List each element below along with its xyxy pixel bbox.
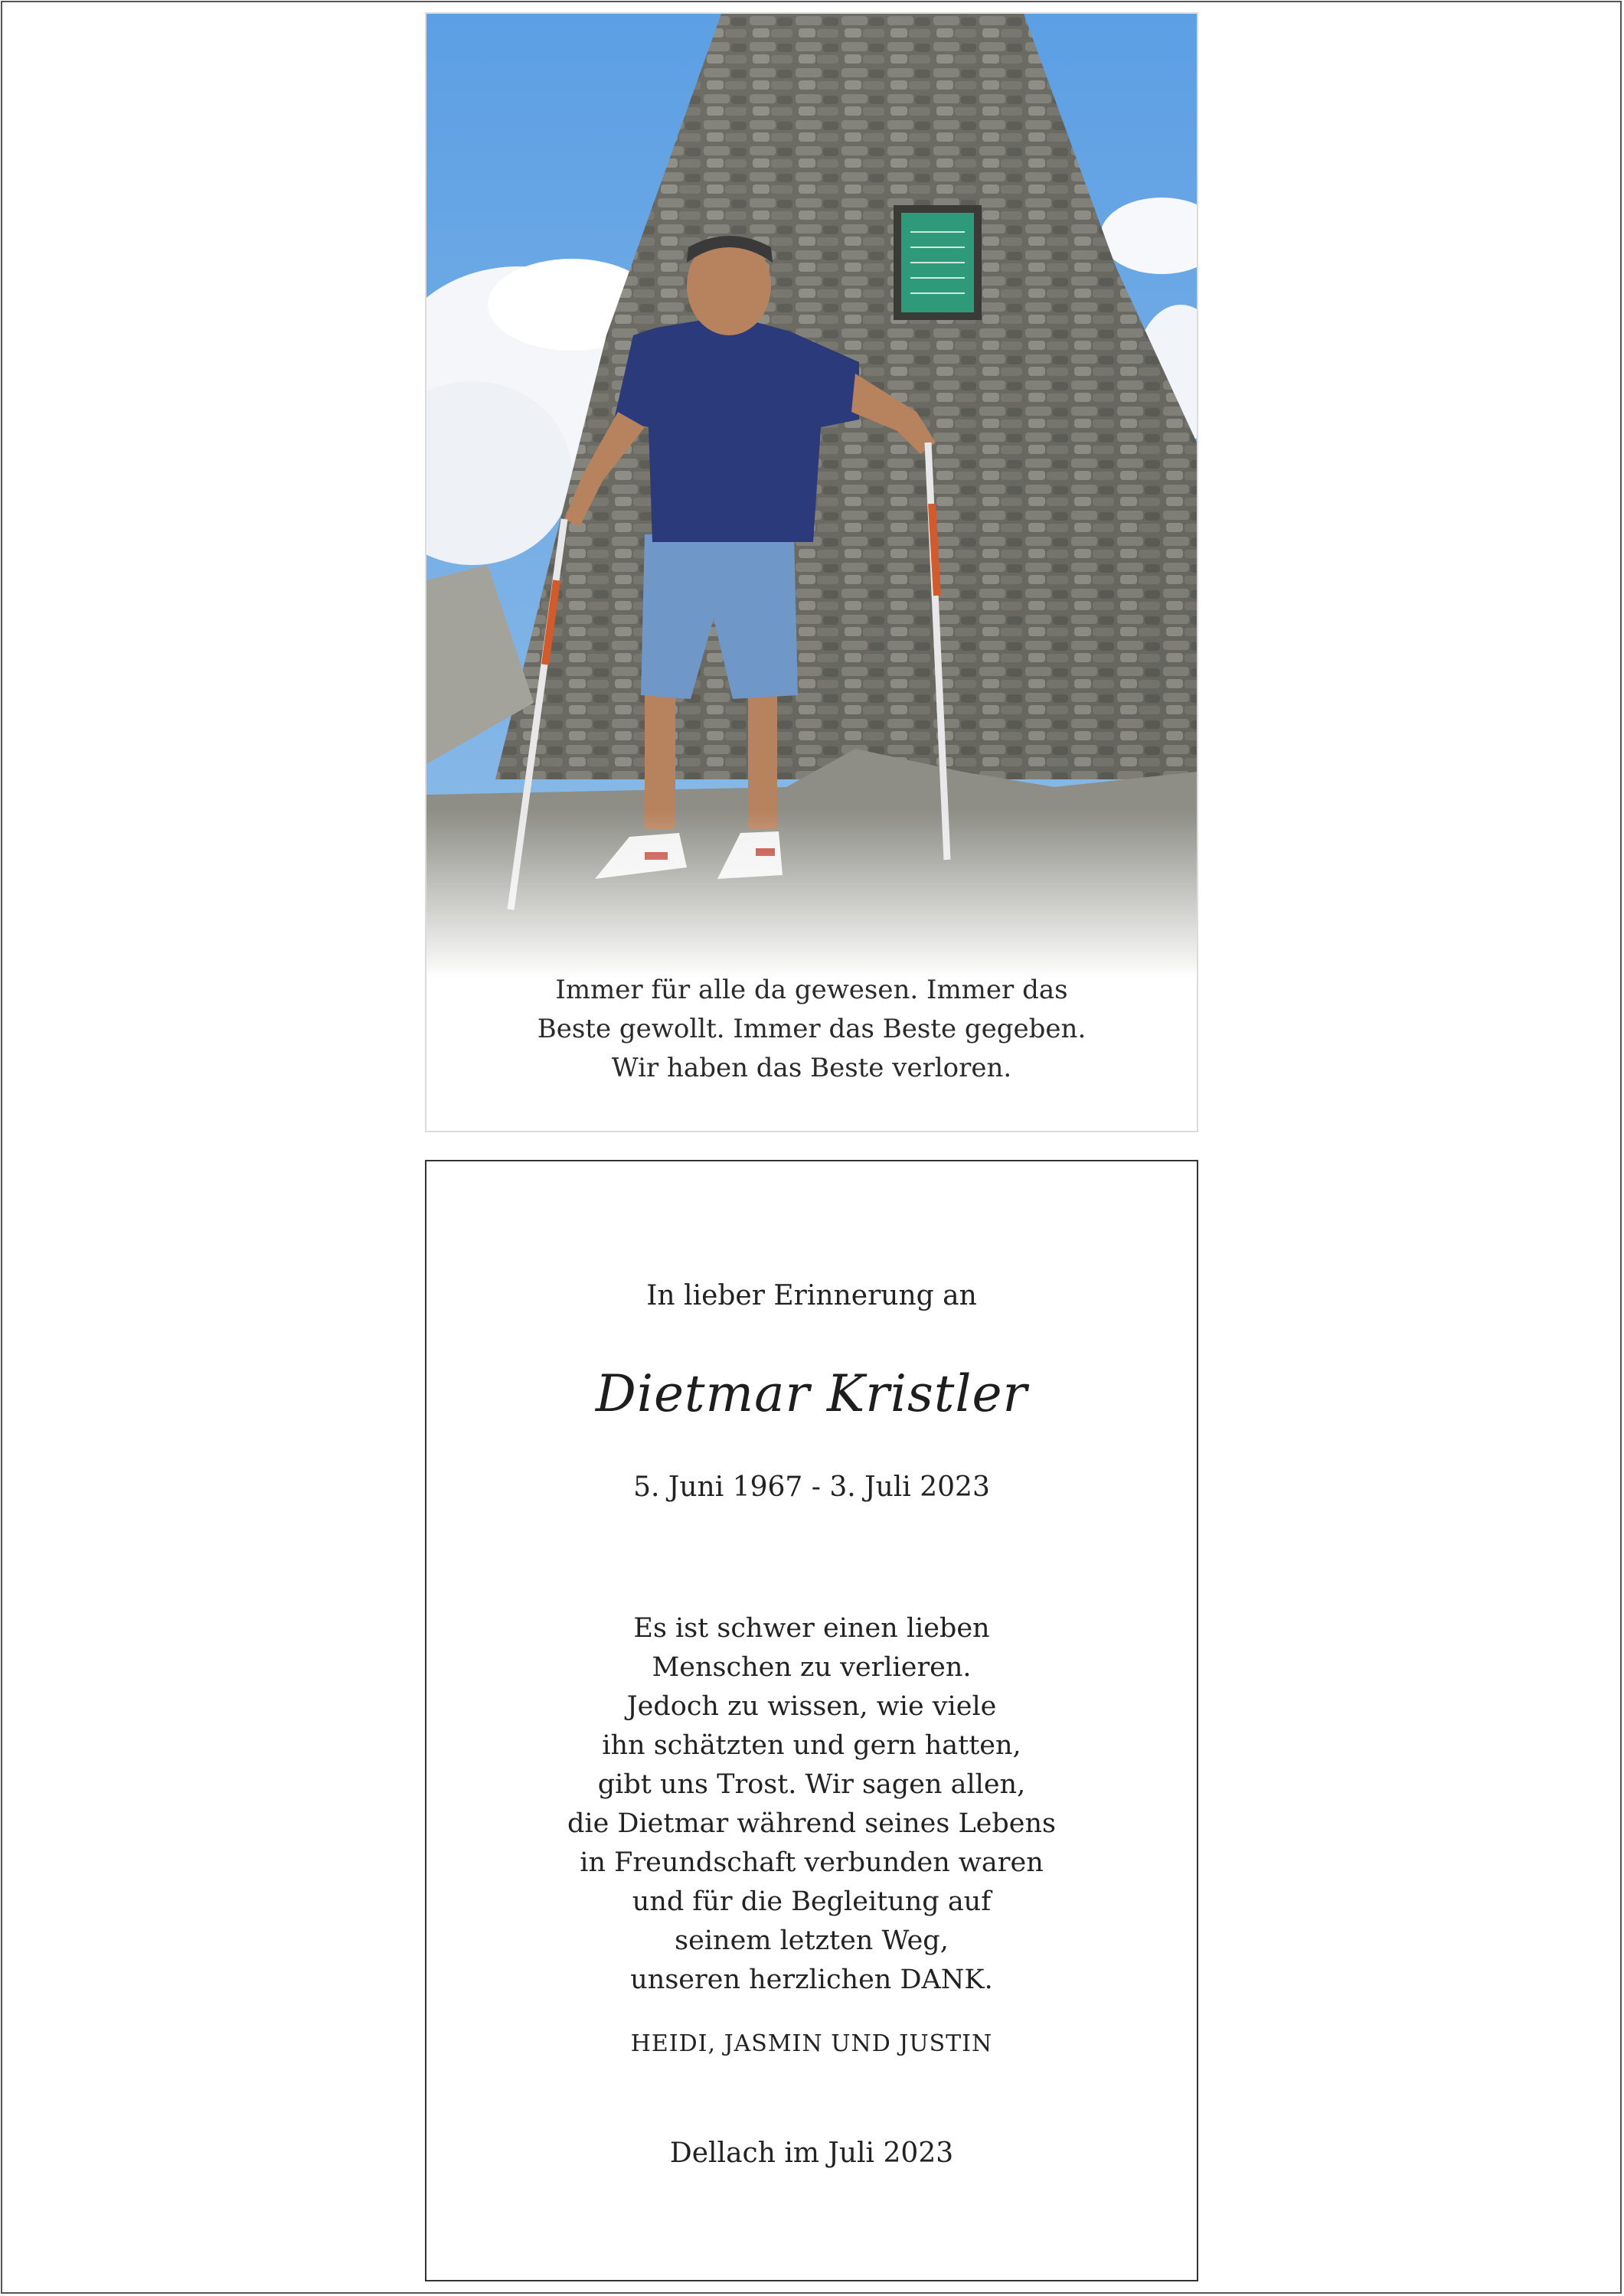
thanks-line: in Freundschaft verbunden waren (580, 1847, 1044, 1878)
life-dates: 5. Juni 1967 - 3. Juli 2023 (633, 1471, 990, 1503)
place-date: Dellach im Juli 2023 (669, 2138, 954, 2169)
memory-intro: In lieber Erinnerung an (646, 1280, 977, 1311)
photo-card (425, 12, 1198, 1132)
thanks-line: unseren herzlichen DANK. (630, 1965, 993, 1995)
memorial-text-card (425, 1160, 1198, 2281)
thanks-line: und für die Begleitung auf (632, 1886, 992, 1917)
signers: HEIDI, JASMIN UND JUSTIN (630, 2030, 993, 2057)
thanks-line: Es ist schwer einen lieben (633, 1613, 990, 1644)
memorial-quote (426, 971, 1197, 1088)
thanks-line: die Dietmar während seines Lebens (567, 1808, 1057, 1839)
thanks-line: gibt uns Trost. Wir sagen allen, (597, 1769, 1026, 1800)
thanks-line: seinem letzten Weg, (675, 1925, 949, 1956)
thanks-line: ihn schätzten und gern hatten, (602, 1730, 1021, 1761)
quote-line: Immer für alle da gewesen. Immer das (555, 975, 1068, 1005)
thanks-line: Jedoch zu wissen, wie viele (626, 1691, 997, 1722)
deceased-name: Dietmar Kristler (595, 1364, 1028, 1423)
quote-line: Wir haben das Beste verloren. (611, 1053, 1012, 1083)
thanks-text (426, 1609, 1197, 2000)
quote-line: Beste gewollt. Immer das Beste gegeben. (537, 1014, 1086, 1044)
thanks-line: Menschen zu verlieren. (652, 1652, 972, 1683)
memorial-photo (426, 14, 1197, 978)
